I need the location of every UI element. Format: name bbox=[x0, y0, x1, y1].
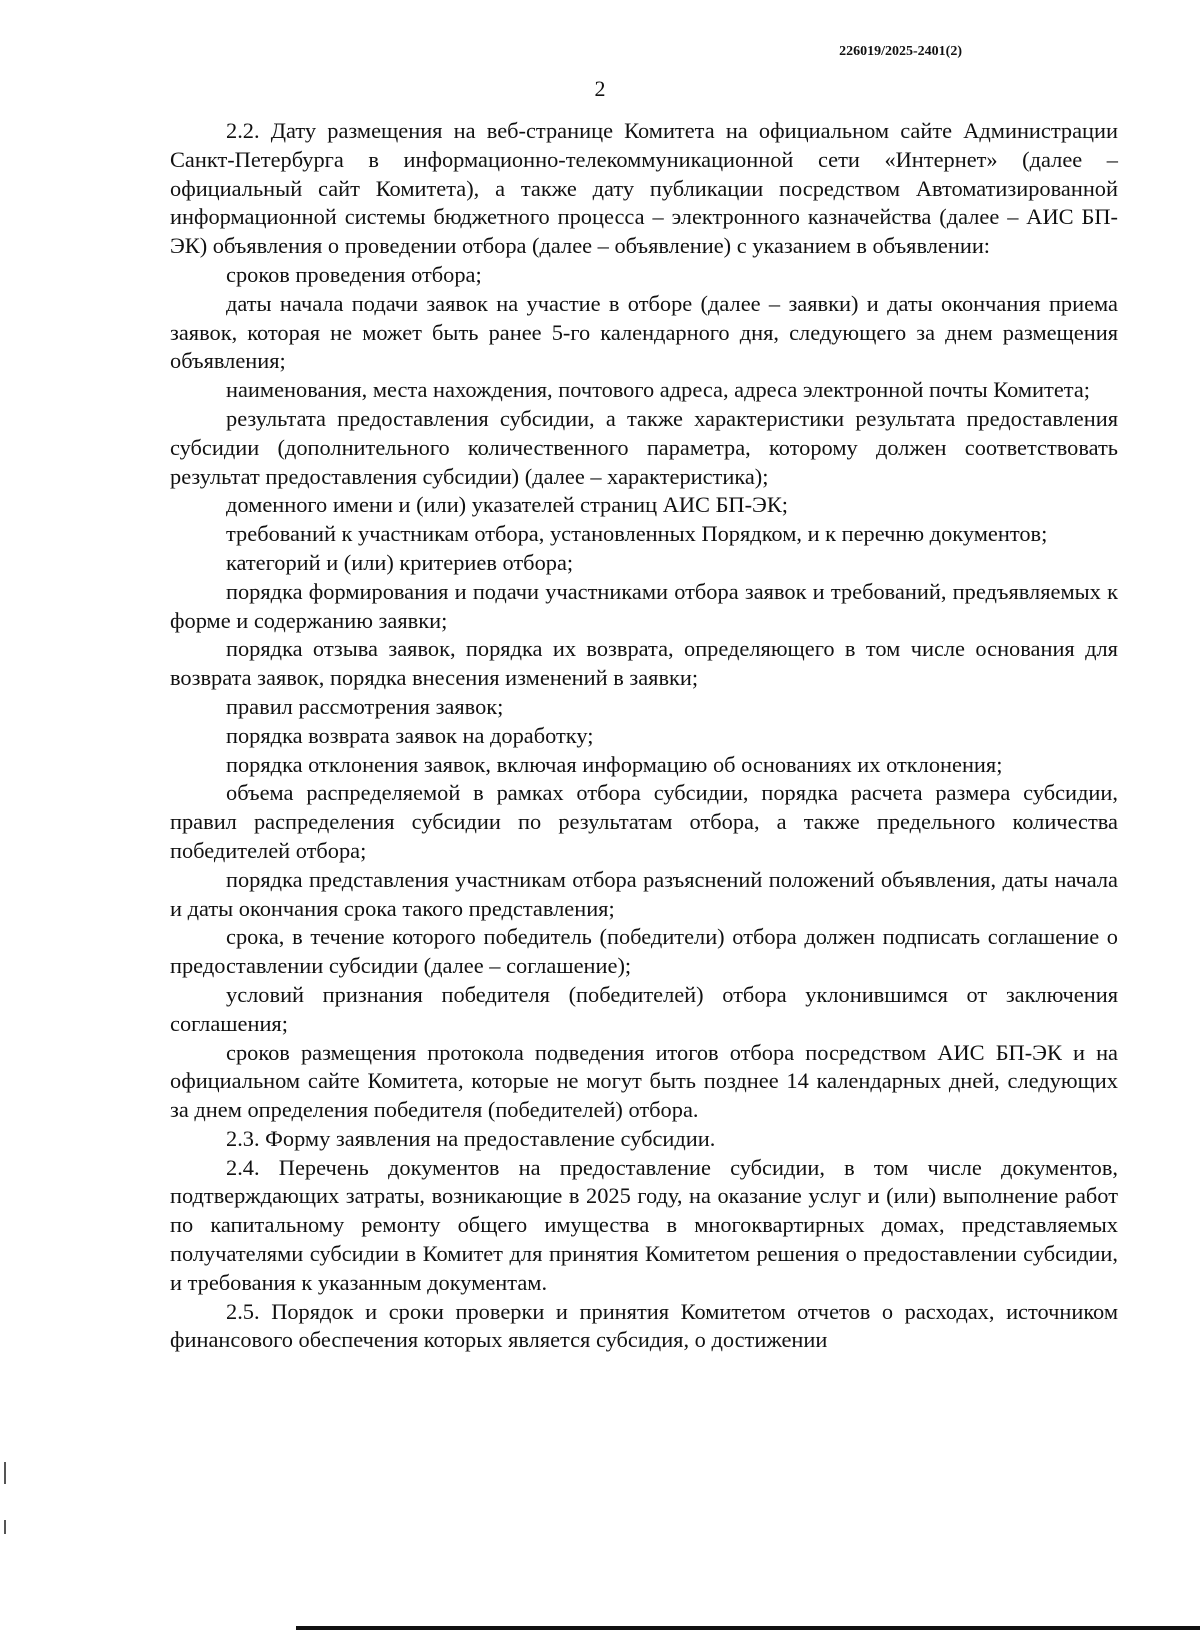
document-registration-number: 226019/2025-2401(2) bbox=[839, 44, 962, 59]
paragraph: порядка отклонения заявок, включая информацию об основаниях их отклонения; bbox=[226, 751, 1003, 777]
paragraph: 2.4. Перечень документов на предоставление субсидии, в том числе документов, подтверждающих затраты, возникающие в 2025 году, на оказание услуг и (или) выполнение работ по капитальному ремонту общего имущества в многоквартирных домах, представляемых получателями субсидии в Комитет для принятия Комитетом решения о предоставлении субсидии, и требования к указанным документам. bbox=[170, 1154, 1118, 1295]
paragraph: порядка возврата заявок на доработку; bbox=[226, 722, 594, 748]
paragraph: условий признания победителя (победителей) отбора уклонившимся от заключения соглашения; bbox=[170, 981, 1118, 1036]
paragraph: порядка представления участникам отбора разъяснений положений объявления, даты начала и даты окончания срока такого представления; bbox=[170, 866, 1118, 921]
paragraph: срока, в течение которого победитель (победители) отбора должен подписать соглашение о предоставлении субсидии (далее – соглашение); bbox=[170, 924, 1118, 979]
paragraph: сроков проведения отбора; bbox=[226, 261, 482, 287]
scan-edge-mark bbox=[4, 1520, 6, 1534]
paragraph: 2.5. Порядок и сроки проверки и принятия Комитетом отчетов о расходах, источником финансового обеспечения которых является субсидия, о достижении bbox=[170, 1298, 1118, 1353]
paragraph: порядка формирования и подачи участниками отбора заявок и требований, предъявляемых к форме и содержанию заявки; bbox=[170, 578, 1118, 633]
paragraph: сроков размещения протокола подведения итогов отбора посредством АИС БП-ЭК и на официальном сайте Комитета, которые не могут быть позднее 14 календарных дней, следующих за днем определения победителя (победителей) отбора. bbox=[170, 1039, 1118, 1123]
paragraph: порядка отзыва заявок, порядка их возврата, определяющего в том числе основания для возврата заявок, порядка внесения изменений в заявки; bbox=[170, 636, 1118, 691]
paragraph: доменного имени и (или) указателей страниц АИС БП-ЭК; bbox=[226, 492, 788, 518]
paragraph: 2.2. Дату размещения на веб-странице Комитета на официальном сайте Администрации Санкт-Петербурга в информационно-телекоммуникационной сети «Интернет» (далее – официальный сайт Комитета), а также дату публикации посредством Автоматизированной информационной системы бюджетного процесса – электронного казначейства (далее – АИС БП-ЭК) объявления о проведении отбора (далее – объявление) с указанием в объявлении: bbox=[170, 118, 1118, 259]
paragraph: требований к участникам отбора, установленных Порядком, и к перечню документов; bbox=[226, 521, 1048, 547]
paragraph: 2.3. Форму заявления на предоставление субсидии. bbox=[226, 1125, 716, 1151]
page-number: 2 bbox=[594, 76, 606, 101]
paragraph: даты начала подачи заявок на участие в отборе (далее – заявки) и даты окончания приема заявок, которая не может быть ранее 5-го календарного дня, следующего за днем размещения объявления; bbox=[170, 290, 1118, 374]
paragraph: правил рассмотрения заявок; bbox=[226, 693, 504, 719]
paragraph: наименования, места нахождения, почтового адреса, адреса электронной почты Комитета; bbox=[226, 377, 1090, 403]
scan-edge-mark bbox=[4, 1462, 6, 1484]
paragraph: результата предоставления субсидии, а также характеристики результата предоставления субсидии (дополнительного количественного параметра, которому должен соответствовать результат предоставления субсидии) (далее – характеристика); bbox=[170, 405, 1118, 489]
paragraph: категорий и (или) критериев отбора; bbox=[226, 549, 574, 575]
document-body bbox=[170, 117, 1118, 1355]
scan-bottom-rule bbox=[296, 1626, 1200, 1630]
paragraph: объема распределяемой в рамках отбора субсидии, порядка расчета размера субсидии, правил распределения субсидии по результатам отбора, а также предельного количества победителей отбора; bbox=[170, 780, 1118, 863]
